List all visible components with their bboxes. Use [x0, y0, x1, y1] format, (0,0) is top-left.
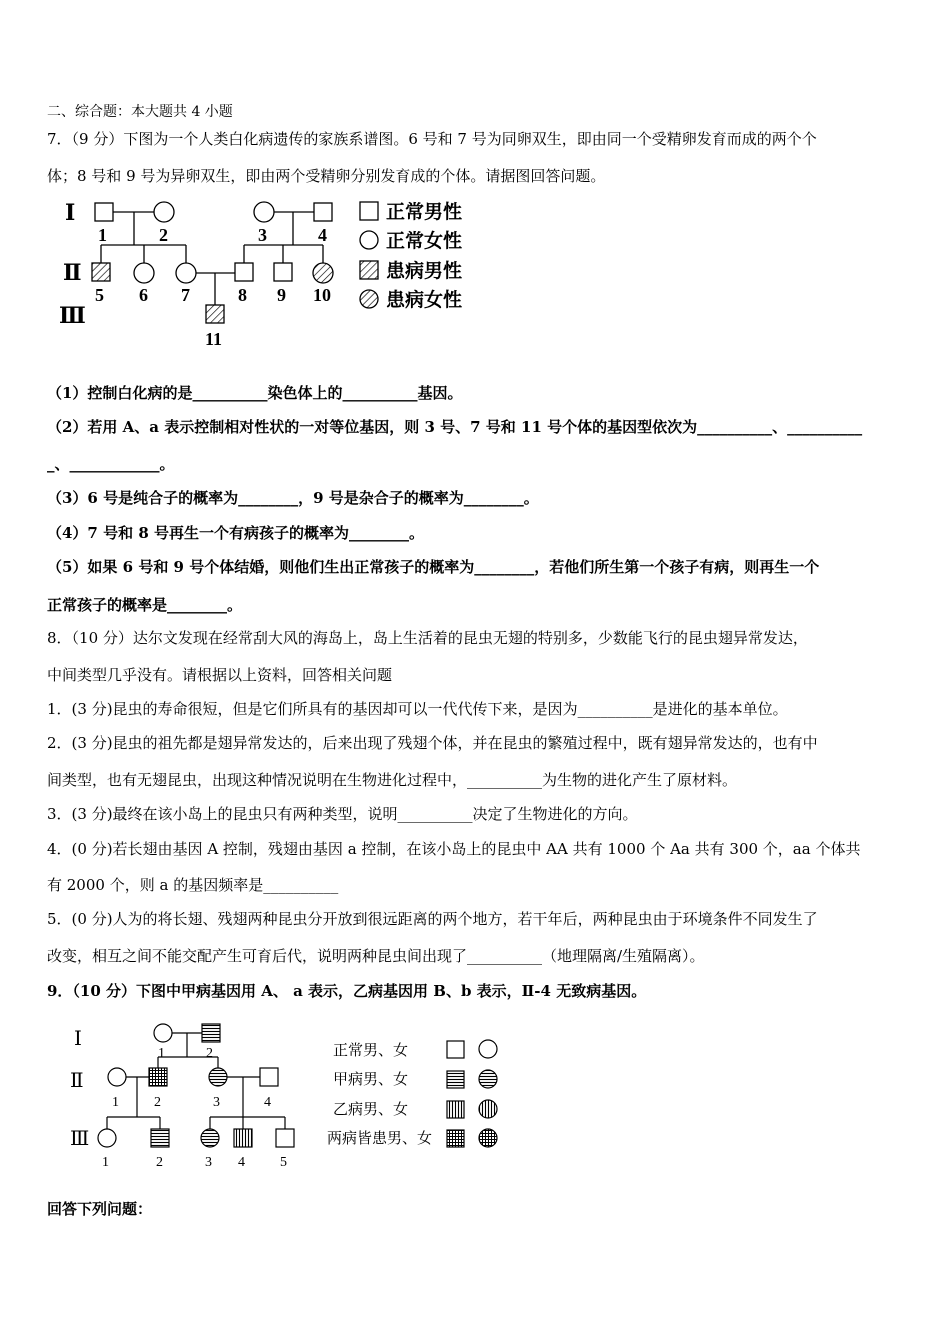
q9-gen3-label-1: 1 — [102, 1155, 109, 1170]
q8-sub2-line1: 2．(3 分)昆虫的祖先都是翅异常发达的，后来出现了残翅个体，并在昆虫的繁殖过程中，既有翅异常发达的，也有中 — [47, 734, 818, 752]
q7-label-8: 8 — [238, 285, 247, 305]
q9-pedigree-chart — [70, 1015, 510, 1175]
q7-individual-7 — [176, 263, 196, 283]
q9-gen1-individual-2 — [202, 1024, 220, 1042]
q7-individual-6 — [134, 263, 154, 283]
q7-stem-line2: 体；8 号和 9 号为异卵双生，即由两个受精卵分别发育成的个体。请据图回答问题。 — [47, 167, 606, 185]
q7-label-3: 3 — [258, 225, 267, 245]
q9-legend-disease-a-female-icon — [479, 1070, 497, 1088]
q9-gen-label-3: Ⅲ — [70, 1128, 90, 1150]
q7-legend-normal-male: 正常男性 — [386, 202, 463, 223]
q7-legend-normal-female: 正常女性 — [386, 231, 463, 252]
q7-label-1: 1 — [98, 225, 107, 245]
q7-label-6: 6 — [139, 285, 148, 305]
q7-gen-label-1: Ⅰ — [65, 200, 76, 225]
q7-pedigree-chart — [55, 195, 475, 355]
q9-legend-both-female-icon — [479, 1129, 497, 1147]
q9-gen2-individual-1 — [108, 1068, 126, 1086]
q7-gen-label-2: Ⅱ — [63, 260, 82, 285]
q9-legend-disease-a: 甲病男、女 — [332, 1072, 408, 1088]
q8-stem-line2: 中间类型几乎没有。请根据以上资料，回答相关问题 — [47, 666, 393, 684]
q7-legend-affected-female-icon — [360, 290, 378, 308]
q7-individual-5 — [92, 263, 110, 281]
q9-gen3-individual-2 — [151, 1129, 169, 1147]
q8-stem-line1: 8．（10 分）达尔文发现在经常刮大风的海岛上，岛上生活着的昆虫无翅的特别多，少数能飞行的昆虫翅异常发达， — [47, 629, 808, 647]
q9-gen3-label-4: 4 — [238, 1155, 245, 1170]
q8-sub3: 3．(3 分)最终在该小岛上的昆虫只有两种类型，说明__________决定了生物进化的方向。 — [47, 805, 638, 823]
q7-individual-1 — [95, 203, 113, 221]
q7-gen-label-3: Ⅲ — [59, 303, 86, 328]
q7-individual-9 — [274, 263, 292, 281]
q7-sub4: （4）7 号和 8 号再生一个有病孩子的概率为________。 — [47, 524, 424, 542]
q9-gen2-label-4: 4 — [264, 1095, 271, 1110]
q9-legend-normal: 正常男、女 — [332, 1043, 408, 1059]
q9-gen-label-1: Ⅰ — [74, 1028, 82, 1050]
q7-legend-normal-female-icon — [360, 231, 378, 249]
q9-gen3-label-2: 2 — [156, 1155, 163, 1170]
q9-gen2-individual-4 — [260, 1068, 278, 1086]
q7-individual-2 — [154, 202, 174, 222]
q9-gen3-individual-4 — [234, 1129, 252, 1147]
q9-gen2-label-2: 2 — [154, 1095, 161, 1110]
q9-legend-normal-female-icon — [479, 1040, 497, 1058]
q9-answer-prompt: 回答下列问题： — [47, 1200, 153, 1218]
q9-gen1-individual-1 — [154, 1024, 172, 1042]
q7-legend-affected-male: 患病男性 — [386, 261, 463, 282]
q7-sub3: （3）6 号是纯合子的概率为________，9 号是杂合子的概率为________。 — [47, 489, 539, 507]
q8-sub5-line1: 5．(0 分)人为的将长翅、残翅两种昆虫分开放到很远距离的两个地方，若干年后，两种昆虫由于环境条件不同发生了 — [47, 910, 818, 928]
q9-gen2-individual-2 — [149, 1068, 167, 1086]
q9-gen2-label-1: 1 — [112, 1095, 119, 1110]
q8-sub2-line2: 间类型，也有无翅昆虫，出现这种情况说明在生物进化过程中，__________为生物的进化产生了原材料。 — [47, 771, 738, 789]
q8-sub4-line2: 有 2000 个，则 a 的基因频率是__________ — [47, 876, 339, 894]
q9-legend-disease-b-female-icon — [479, 1100, 497, 1118]
q9-gen2-individual-3 — [209, 1068, 227, 1086]
q7-individual-10 — [313, 263, 333, 283]
q9-gen3-individual-3 — [201, 1129, 219, 1147]
q9-gen3-label-3: 3 — [205, 1155, 212, 1170]
q9-gen-label-2: Ⅱ — [70, 1070, 84, 1092]
q9-legend-both-male-icon — [447, 1130, 464, 1147]
q7-sub5-line1: （5）如果 6 号和 9 号个体结婚，则他们生出正常孩子的概率为________，若他们所生第一个孩子有病，则再生一个 — [47, 558, 820, 576]
q9-stem: 9．（10 分）下图中甲病基因用 A、 a 表示，乙病基因用 B、b 表示，Ⅱ-4 无致病基因。 — [47, 982, 647, 1000]
q7-sub2-line1: （2）若用 A、a 表示控制相对性状的一对等位基因，则 3 号、7 号和 11 号个体的基因型依次为__________、__________ — [47, 418, 863, 436]
q8-sub5-line2: 改变，相互之间不能交配产生可育后代，说明两种昆虫间出现了__________（地理隔离/生殖隔离）。 — [47, 947, 705, 965]
q9-gen2-label-3: 3 — [213, 1095, 220, 1110]
q7-label-2: 2 — [159, 225, 168, 245]
q7-label-5: 5 — [95, 285, 104, 305]
q7-individual-3 — [254, 202, 274, 222]
q9-legend-both: 两病皆患男、女 — [326, 1131, 432, 1147]
section-heading: 二、综合题：本大题共 4 小题 — [47, 104, 233, 120]
q9-legend-disease-b: 乙病男、女 — [332, 1102, 408, 1118]
q7-sub2-line2: _、____________。 — [47, 455, 175, 473]
q9-gen3-individual-1 — [98, 1129, 116, 1147]
q9-gen1-label-2: 2 — [206, 1046, 213, 1061]
q7-individual-4 — [314, 203, 332, 221]
q7-legend-affected-female: 患病女性 — [386, 290, 463, 311]
q8-sub1: 1．(3 分)昆虫的寿命很短，但是它们所具有的基因却可以一代代传下来，是因为__________是进化的基本单位。 — [47, 700, 788, 718]
q7-label-9: 9 — [277, 285, 286, 305]
q9-gen1-label-1: 1 — [158, 1046, 165, 1061]
q7-label-10: 10 — [313, 285, 331, 305]
q9-legend-disease-a-male-icon — [447, 1071, 464, 1088]
q7-individual-8 — [235, 263, 253, 281]
q7-legend-affected-male-icon — [360, 261, 378, 279]
q7-legend-normal-male-icon — [360, 202, 378, 220]
q7-individual-11 — [206, 305, 224, 323]
q7-stem-line1: 7．（9 分）下图为一个人类白化病遗传的家族系谱图。6 号和 7 号为同卵双生，即由同一个受精卵发育而成的两个个 — [47, 130, 817, 148]
q7-sub1: （1）控制白化病的是__________染色体上的__________基因。 — [47, 384, 463, 402]
q9-gen3-label-5: 5 — [280, 1155, 287, 1170]
q7-label-11: 11 — [205, 329, 223, 349]
q9-gen3-individual-5 — [276, 1129, 294, 1147]
q7-label-4: 4 — [318, 225, 327, 245]
q8-sub4-line1: 4．(0 分)若长翅由基因 A 控制，残翅由基因 a 控制，在该小岛上的昆虫中 AA 共有 1000 个 Aa 共有 300 个，aa 个体共 — [47, 840, 861, 858]
q7-label-7: 7 — [181, 285, 190, 305]
q9-legend-disease-b-male-icon — [447, 1101, 464, 1118]
q7-sub5-line2: 正常孩子的概率是________。 — [47, 596, 243, 614]
q9-legend-normal-male-icon — [447, 1041, 464, 1058]
